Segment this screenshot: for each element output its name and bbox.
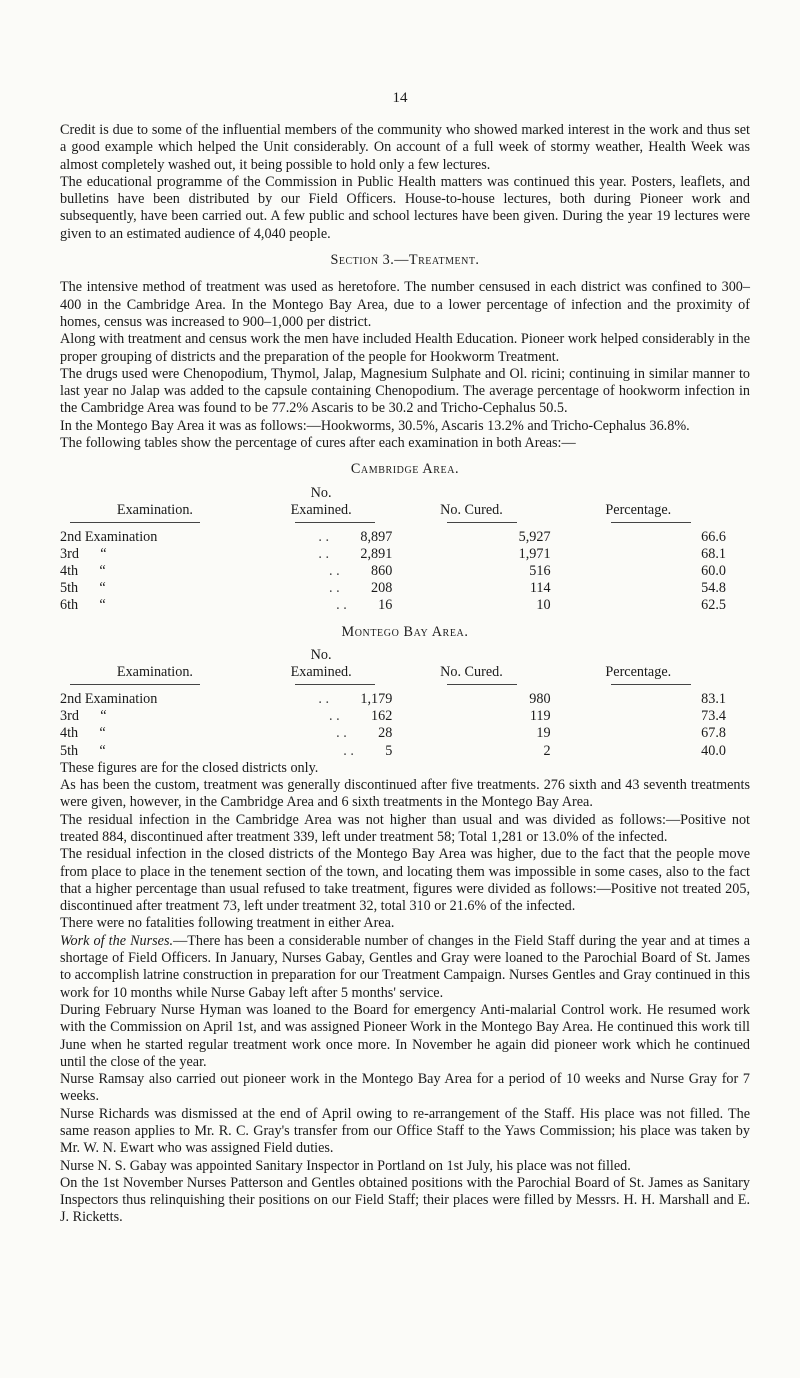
dot-leader: . . [329, 580, 340, 597]
closing-paragraph: During February Nurse Hyman was loaned to the Board for emergency Anti-malarial Control work. He resumed work with the Commission on April 1st, and was assigned Pioneer Work in the Montego Bay Area. He continued this work till June when he started regular treatment work once more. In November he again did pioneer work which he continued until the close of the year. [60, 1001, 750, 1070]
cell-examined [250, 580, 392, 597]
residual-paragraph: The residual infection in the Cambridge Area was not higher than usual and was divided as follows:—Positive not treated 884, discontinued after treatment 339, left under treatment 58; Total 1,281 or 13.0% of the infected. [60, 811, 750, 845]
nurses-heading: Work of the Nurses. [60, 932, 174, 949]
cell-percentage: 66.6 [701, 528, 726, 545]
cell-examination: 3rd “ [60, 545, 107, 562]
header-rule [447, 522, 517, 529]
header-rule [447, 684, 517, 691]
cell-examined [250, 708, 392, 725]
header-no-cured [392, 647, 550, 684]
table-caption: Montego Bay Area. [341, 623, 469, 640]
dot-leader: . . [336, 597, 347, 614]
examined-value: 860 [371, 563, 393, 580]
cell-examination: 2nd Examination [60, 690, 158, 707]
table-header-row [60, 647, 750, 684]
header-examination-text: Examination. [116, 663, 193, 680]
header-no-examined-text: Examined. [290, 663, 352, 680]
cell-examination: 4th “ [60, 725, 106, 742]
header-percentage-text: Percentage. [605, 501, 672, 518]
cell-cured: 114 [529, 580, 551, 597]
treatment-paragraph: The intensive method of treatment was used as heretofore. The number censused in each district was confined to 300–400 in the Cambridge Area. In the Montego Bay Area, due to a lower percentage of infection and the proximity of homes, census was increased to 900–1,000 per district. [60, 279, 750, 330]
cell-examination: 5th “ [60, 742, 106, 759]
header-rule [70, 522, 200, 529]
header-percentage [551, 485, 750, 522]
examined-value: 28 [378, 725, 393, 742]
header-percentage-text: Percentage. [605, 663, 672, 680]
header-no-examined-text: Examined. [290, 501, 352, 518]
header-no-cured [392, 485, 550, 522]
cell-percentage: 60.0 [701, 563, 726, 580]
header-rule [611, 684, 691, 691]
intro-section [60, 122, 750, 243]
residual-paragraph: As has been the custom, treatment was generally discontinued after five treatments. 276 sixth and 43 seventh treatments were given, however, in the Cambridge Area and 6 sixth treatments in the Montego Bay Area. [60, 777, 750, 811]
header-rule [295, 522, 375, 529]
cures-table [60, 647, 750, 760]
header-rule [70, 684, 200, 691]
cell-examined [250, 563, 392, 580]
cell-percentage: 40.0 [701, 742, 726, 759]
dot-leader: . . [318, 690, 330, 707]
header-no-examined [250, 647, 392, 684]
closing-paragraph: Nurse Richards was dismissed at the end of April owing to re-arrangement of the Staff. His place was not filled. The same reason applies to Mr. R. C. Gray's transfer from our Office Staff to the Yaws Commission; his place was taken by Mr. W. N. Ewart who was assigned Field duties. [60, 1105, 750, 1157]
cures-table [60, 485, 750, 615]
cell-percentage: 67.8 [701, 725, 726, 742]
cell-cured: 2 [543, 742, 551, 759]
cell-percentage: 73.4 [701, 708, 726, 725]
residual-paragraph: These figures are for the closed districts only. [60, 759, 319, 776]
treatment-section [60, 279, 750, 452]
cell-examination: 5th “ [60, 580, 106, 597]
table-row [60, 546, 750, 563]
header-no-cured-text: No. Cured. [440, 663, 503, 680]
examined-value: 8,897 [360, 528, 393, 545]
header-examination-text: Examination. [116, 501, 193, 518]
header-rule-row [60, 522, 750, 529]
header-no-cured-text: No. Cured. [440, 501, 503, 518]
dot-leader: . . [336, 725, 347, 742]
cell-examination: 3rd “ [60, 708, 107, 725]
header-rule [611, 522, 691, 529]
cell-cured: 980 [529, 690, 551, 707]
cell-examined [250, 546, 392, 563]
cell-percentage: 54.8 [701, 580, 726, 597]
page-content [60, 122, 750, 1227]
header-no-examined-text: No. [310, 484, 332, 501]
cell-examination: 2nd Examination [60, 528, 158, 545]
header-no-examined-text: No. [310, 646, 332, 663]
treatment-paragraph: The drugs used were Chenopodium, Thymol, Jalap, Magnesium Sulphate and Ol. ricini; continuing in similar manner to last year no Jalap was added to the capsule containing Chenopodium. The average percentage of hookworm infection in the Cambridge Area was found to be 77.2% Ascaris to be 30.2 and Tricho-Cephalus 50.5. [60, 365, 750, 417]
header-rule [295, 684, 375, 691]
closing-paragraph: Nurse N. S. Gabay was appointed Sanitary Inspector in Portland on 1st July, his place was not filled. [60, 1157, 631, 1174]
dot-leader: . . [343, 742, 354, 759]
nurses-text: —There has been a considerable number of changes in the Field Staff during the year and at times a shortage of Field Officers. In January, Nurses Gabay, Gentles and Gray were loaned to the Parochial Board of St. James to accomplish latrine construction in preparation for our Treatment Campaign. Nurses Gentles and Gray continued in this work for 10 months while Nurse Gabay left after 5 months' service. [60, 932, 751, 1001]
cell-percentage: 83.1 [701, 690, 726, 707]
treatment-paragraph: The following tables show the percentage of cures after each examination in both Areas:— [60, 435, 576, 452]
cell-examination: 4th “ [60, 563, 106, 580]
section-heading: Section 3.—Treatment. [330, 252, 480, 269]
table-row [60, 743, 750, 760]
table-header-row [60, 485, 750, 522]
cell-cured: 10 [536, 597, 551, 614]
cell-examined [250, 725, 392, 742]
dot-leader: . . [329, 563, 340, 580]
page-number: 14 [392, 90, 408, 106]
residual-section [60, 760, 750, 933]
examined-value: 1,179 [360, 690, 393, 707]
cell-examination: 6th “ [60, 597, 106, 614]
table-caption: Cambridge Area. [350, 461, 460, 478]
closing-paragraph: On the 1st November Nurses Patterson and Gentles obtained positions with the Parochial Board of St. James as Sanitary Inspectors thus relinquishing their positions on our Field Staff; their places were filled by Messrs. H. H. Marshall and E. J. Ricketts. [60, 1174, 750, 1226]
results-tables [60, 461, 750, 759]
dot-leader: . . [329, 708, 340, 725]
examined-value: 2,891 [360, 545, 393, 562]
closing-paragraph: Nurse Ramsay also carried out pioneer work in the Montego Bay Area for a period of 10 weeks and Nurse Gray for 7 weeks. [60, 1071, 750, 1105]
treatment-paragraph: In the Montego Bay Area it was as follows:—Hookworms, 30.5%, Ascaris 13.2% and Tricho-Cephalus 36.8%. [60, 417, 690, 434]
dot-leader: . . [318, 545, 330, 562]
intro-paragraph: Credit is due to some of the influential members of the community who showed marked interest in the work and thus set a good example which helped the Unit considerably. On account of a full week of stormy weather, Health Week was almost completely washed out, it being possible to hold only a few lectures. [60, 122, 750, 173]
treatment-paragraph: Along with treatment and census work the men have included Health Education. Pioneer work helped considerably in the proper grouping of districts and the preparation of the people for Hookworm Treatment. [60, 331, 750, 365]
cell-examined [250, 529, 392, 546]
examined-value: 5 [385, 742, 393, 759]
closing-section [60, 1002, 750, 1227]
cell-percentage: 68.1 [701, 545, 726, 562]
table-row [60, 708, 750, 725]
table-row [60, 529, 750, 546]
header-percentage [551, 647, 750, 684]
residual-paragraph: There were no fatalities following treatment in either Area. [60, 915, 395, 932]
cell-cured: 19 [536, 725, 551, 742]
table-row [60, 691, 750, 708]
examined-value: 208 [371, 580, 393, 597]
header-examination [60, 647, 250, 684]
cell-examined [250, 597, 392, 614]
cell-cured: 1,971 [518, 545, 551, 562]
cell-examined [250, 691, 392, 708]
table-row [60, 563, 750, 580]
header-rule-row [60, 684, 750, 691]
intro-paragraph: The educational programme of the Commission in Public Health matters was continued this year. Posters, leaflets, and bulletins have been distributed by our Field Officers. House-to-house lectures, both during Pioneer work and subsequently, have been carried out. A few public and school lectures have been given. During the year 19 lectures were given to an estimated audience of 4,040 people. [60, 173, 750, 242]
table-row [60, 725, 750, 742]
cell-cured: 119 [529, 708, 551, 725]
table-row [60, 597, 750, 614]
cell-percentage: 62.5 [701, 597, 726, 614]
cell-cured: 516 [529, 563, 551, 580]
header-no-examined [250, 485, 392, 522]
examined-value: 16 [378, 597, 393, 614]
residual-paragraph: The residual infection in the closed districts of the Montego Bay Area was higher, due to the fact that the people move from place to place in the tenement section of the town, and locating them was impossible in some cases, also to the fact that a higher percentage than usual refused to take treatment, figures were divided as follows:—Positive not treated 205, discontinued after treatment 73, left under treatment 32, total 310 or 21.6% of the infected. [60, 846, 750, 915]
table-row [60, 580, 750, 597]
cell-cured: 5,927 [518, 528, 551, 545]
cell-examined [250, 743, 392, 760]
nurses-paragraph [60, 933, 750, 1002]
header-examination [60, 485, 250, 522]
dot-leader: . . [318, 528, 330, 545]
examined-value: 162 [371, 708, 393, 725]
